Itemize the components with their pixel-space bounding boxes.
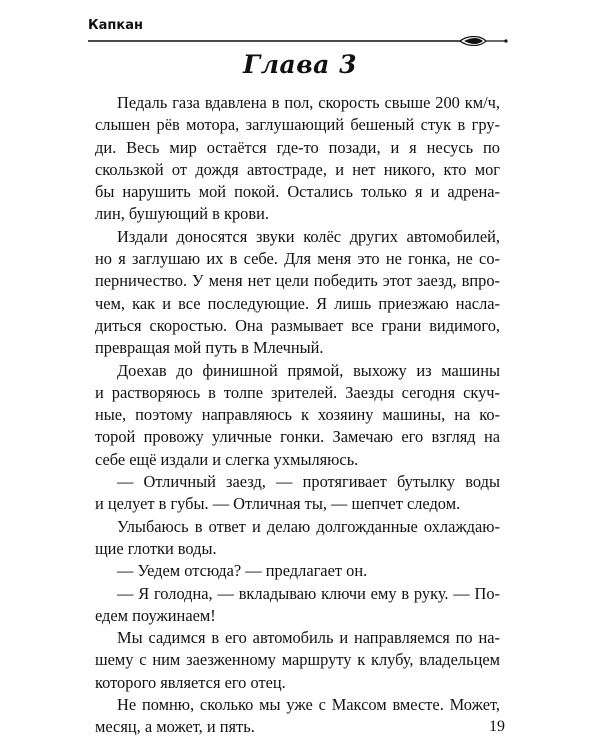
text-line: превращая мой путь в Млечный. <box>95 338 324 358</box>
paragraph <box>95 627 500 694</box>
text-line: торой провожу уличные гонки. Замечаю его взгляд на <box>95 427 500 447</box>
text-line: — Отличный заезд, — протягивает бутылку воды <box>117 472 500 492</box>
paragraph <box>95 226 500 360</box>
text-line: и растворяюсь в толпе зрителей. Заезды сегодня скуч- <box>95 382 500 402</box>
paragraph <box>95 471 500 516</box>
text-line: чем, как и все последующие. Я лишь приезжаю насла- <box>95 293 500 313</box>
text-line: и целует в губы. — Отличная ты, — шепчет следом. <box>95 494 461 514</box>
text-line: Издали доносятся звуки колёс других автомобилей, <box>117 226 500 246</box>
text-line: шему с ним заезженному маршруту к клубу, владельцем <box>95 650 500 670</box>
text-line: Не помню, сколько мы уже с Максом вместе. Может, <box>117 695 500 715</box>
paragraph <box>95 583 500 628</box>
paragraph <box>95 694 500 739</box>
text-line: скользкой от дождя автостраде, и нет никого, кто мог <box>95 159 500 179</box>
text-line: себе ещё издали и слегка ухмыляюсь. <box>95 449 359 469</box>
running-title: Капкан <box>88 18 143 33</box>
paragraph <box>95 360 500 471</box>
text-line: диться скоростью. Она размывает все грани видимого, <box>95 315 500 335</box>
chapter-body <box>95 92 500 739</box>
paragraph <box>95 516 500 561</box>
text-line: Доехав до финишной прямой, выхожу из машины <box>117 360 500 380</box>
text-line: лин, бушующий в крови. <box>95 204 269 224</box>
text-line: слышен рёв мотора, заглушающий бешеный стук в гру- <box>95 115 500 135</box>
page-number: 19 <box>489 718 505 735</box>
text-line: которого является его отец. <box>95 672 286 692</box>
text-line: перничество. У меня нет цели победить этот заезд, впро- <box>95 271 500 291</box>
text-line: — Уедем отсюда? — предлагает он. <box>117 561 368 581</box>
text-line: месяц, а может, и пять. <box>95 717 255 737</box>
text-line: Педаль газа вдавлена в пол, скорость свыше 200 км/ч, <box>117 93 500 112</box>
text-line: ди. Весь мир остаётся где-то позади, и я несусь по <box>95 137 500 157</box>
text-line: но я заглушаю их в себе. Для меня это не гонка, не со- <box>95 249 500 269</box>
text-line: едем поужинаем! <box>95 605 216 625</box>
header-rule-flourish-icon <box>88 36 508 46</box>
running-header <box>88 18 508 44</box>
text-line: Улыбаюсь в ответ и делаю долгожданные охлаждаю- <box>117 516 500 536</box>
paragraph <box>95 560 500 582</box>
text-line: щие глотки воды. <box>95 538 217 558</box>
text-line: бы нарушить мой покой. Остались только я и адрена- <box>95 182 500 202</box>
paragraph <box>95 92 500 226</box>
text-line: — Я голодна, — вкладываю ключи ему в руку. — По- <box>117 583 500 603</box>
text-line: ные, поэтому направляюсь к хозяину машины, на ко- <box>95 405 500 425</box>
text-line: Мы садимся в его автомобиль и направляемся по на- <box>117 628 500 648</box>
chapter-title: Глава 3 <box>243 50 357 79</box>
